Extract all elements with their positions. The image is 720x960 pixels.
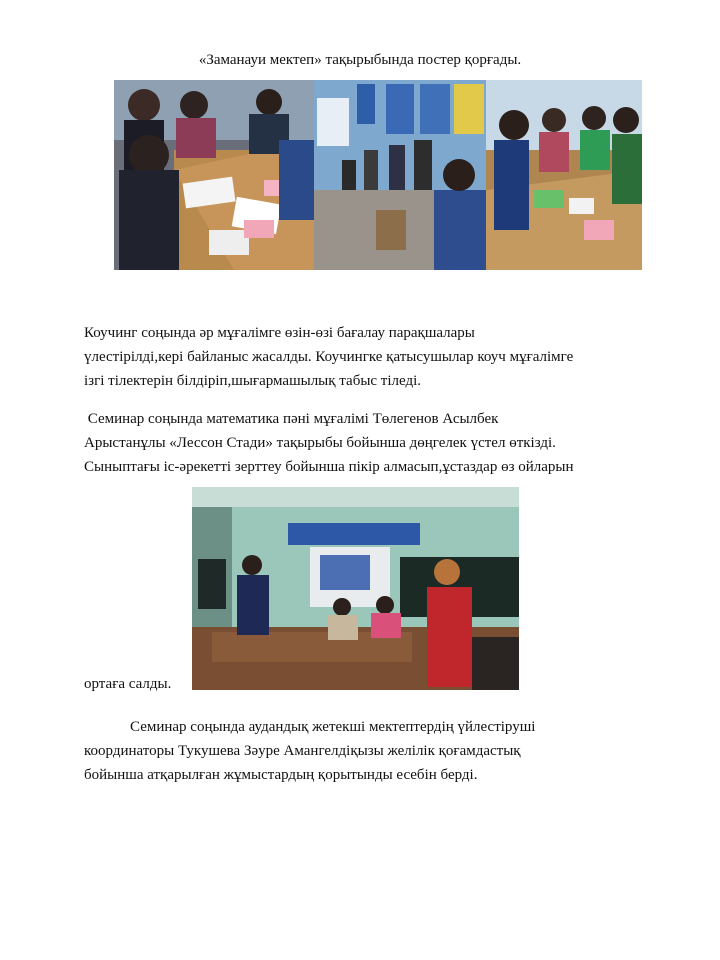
paragraph-2-end: ортаға салды.	[84, 676, 172, 692]
paragraph-1-line-1: Коучинг соңында әр мұғалімге өзін-өзі бағалау парақшалары	[84, 325, 475, 341]
paragraph-2-line-2: Арыстанұлы «Лессон Стади» тақырыбы бойынша дөңгелек үстел өткізді.	[84, 435, 556, 451]
top-photo-image	[114, 80, 642, 270]
paragraph-3-line-2: координаторы Тукушева Зәуре Амангелдіқызы желілік қоғамдастық	[84, 743, 521, 759]
top-photo-collage	[114, 80, 642, 270]
paragraph-2-line-3: Сыныптағы іс-әрекетті зерттеу бойынша пікір алмасып,ұстаздар өз ойларын	[84, 459, 574, 475]
paragraph-1-line-2: үлестірілді,кері байланыс жасалды. Коучингке қатысушылар коуч мұғалімге	[84, 349, 574, 365]
paragraph-3-line-1: Семинар соңында аудандық жетекші мектептердің үйлестіруші	[130, 719, 536, 735]
paragraph-2-line-1: Семинар соңында математика пәні мұғалімі Төлегенов Асылбек	[84, 411, 499, 427]
paragraph-1-line-3: ізгі тілектерін білдіріп,шығармашылық табыс тіледі.	[84, 373, 422, 389]
paragraph-3-line-3: бойынша атқарылған жұмыстардың қорытынды есебін берді.	[84, 767, 478, 783]
photo-caption: «Заманауи мектеп» тақырыбында постер қорғады.	[198, 52, 522, 68]
bottom-photo-image	[192, 487, 519, 690]
bottom-photo	[192, 487, 519, 690]
